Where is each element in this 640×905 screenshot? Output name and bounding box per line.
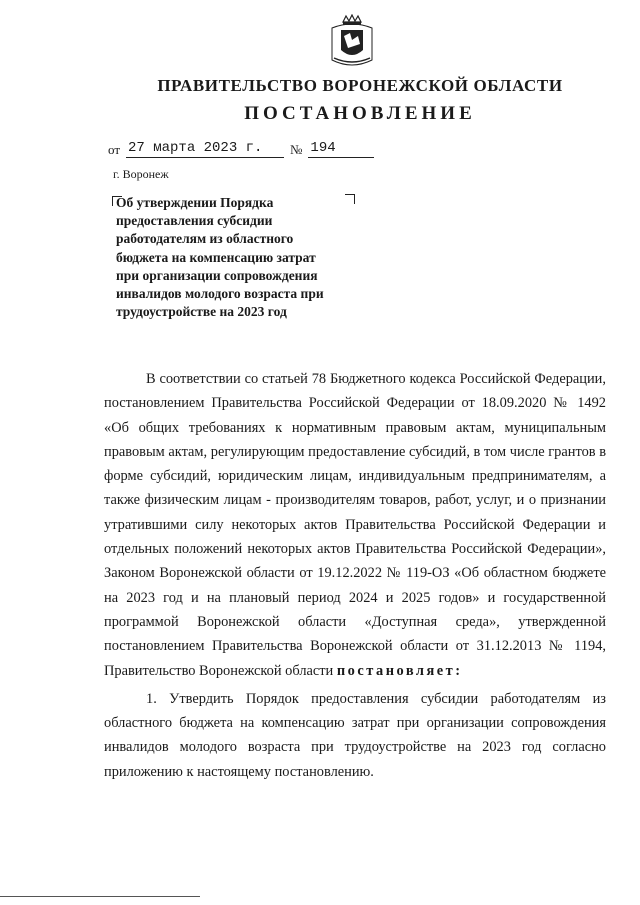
footer-rule	[0, 896, 200, 897]
coat-of-arms-icon	[328, 14, 376, 70]
resolves-word: постановляет:	[336, 662, 463, 679]
document-number: 194	[308, 140, 374, 158]
number-prefix: №	[290, 142, 303, 157]
city-label: г. Воронеж	[113, 167, 169, 181]
organization-title: ПРАВИТЕЛЬСТВО ВОРОНЕЖСКОЙ ОБЛАСТИ	[157, 76, 563, 95]
preamble-paragraph	[104, 367, 606, 683]
document-date: 27 марта 2023 г.	[126, 140, 284, 158]
date-prefix: от	[108, 142, 121, 157]
document-subject: Об утверждении Порядка предоставления субсидии работодателям из областного бюджета на компенсацию затрат при организации сопровождения инвалидов молодого возраста при трудоустройстве на 2023 год	[116, 195, 324, 320]
preamble-text: В соответствии со статьей 78 Бюджетного кодекса Российской Федерации, постановлением Правительства Российской Федерации от 18.09.2020 № 1492 «Об общих требованиях к нормативным правовым актам, муниципальным правовым актам, регулирующим предоставление субсидий, в том числе грантов в форме субсидий, юридическим лицам, индивидуальным предпринимателям, а также физическим лицам - производителям товаров, работ, услуг, и о признании утратившими силу некоторых актов Правительства Российской Федерации и отдельных положений некоторых актов Правительства Российской Федерации», Законом Воронежской области от 19.12.2022 № 119-ОЗ «Об областном бюджете на 2023 год и на плановый период 2024 и 2025 годов» и государственной программой Воронежской области «Доступная среда», утвержденной постановлением Правительства Воронежской области от 31.12.2013 № 1194, Правительство Воронежской области	[104, 371, 606, 679]
date-number-line	[108, 140, 374, 158]
document-body	[104, 367, 606, 784]
item-1-paragraph: 1. Утвердить Порядок предоставления субсидии работодателям из областного бюджета на компенсацию затрат при организации сопровождения инвалидов молодого возраста при трудоустройстве на 2023 год согласно приложению к настоящему постановлению.	[104, 690, 606, 780]
subject-corner-right	[345, 194, 355, 204]
document-type: ПОСТАНОВЛЕНИЕ	[244, 103, 476, 124]
